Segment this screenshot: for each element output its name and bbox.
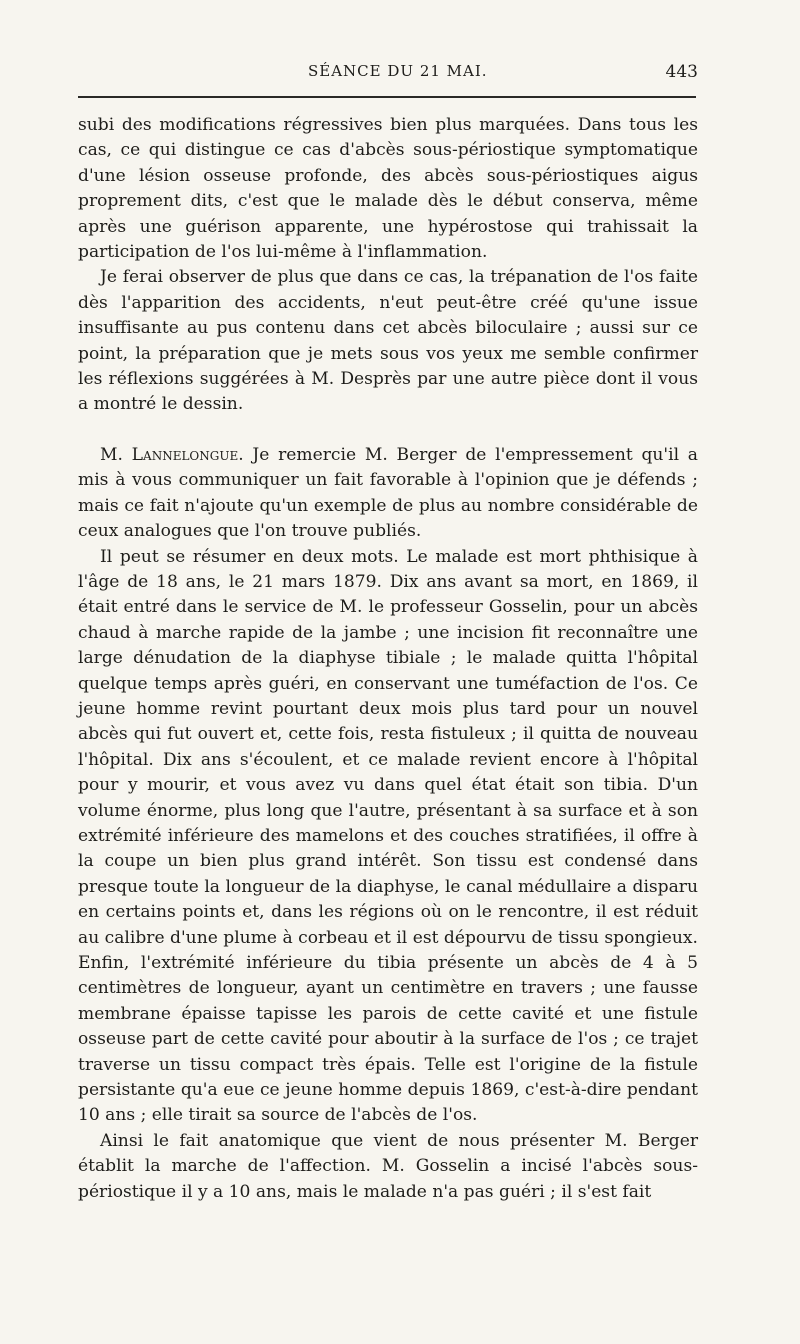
paragraph-3-text: Je remercie M. Berger de l'empressement qu'il a mis à vous communiquer un fait favorable à l'opinion que je défends ; mais ce fait n'ajoute qu'un exemple de plus au nombre considérable de ceux analogues que l'on trouve publiés.	[78, 444, 698, 542]
running-title: SÉANCE DU 21 MAI.	[308, 62, 488, 80]
page-number: 443	[665, 62, 698, 82]
paragraph-2: Je ferai observer de plus que dans ce cas, la trépanation de l'os faite dès l'apparition des accidents, n'eut peut-être créé qu'une issue insuffisante au pus contenu dans cet abcès biloculaire ; aussi sur ce point, la préparation que je mets sous vos yeux me semble confirmer les réflexions suggérées à M. Desprès par une autre pièce dont il vous a montré le dessin.	[78, 267, 698, 415]
speaker-name: M. Lannelongue.	[100, 444, 244, 465]
paragraph-1: subi des modifications régressives bien plus marquées. Dans tous les cas, ce qui distingue ce cas d'abcès sous-périostique symptomatique d'une lésion osseuse profonde, des abcès sous-périostiques aigus proprement dits, c'est que le malade dès le début conserva, même après une guérison apparente, une hypérostose qui trahissait la participation de l'os lui-même à l'inflammation.	[78, 115, 698, 263]
paragraph-5: Ainsi le fait anatomique que vient de nous présenter M. Berger établit la marche de l'affection. M. Gosselin a incisé l'abcès sous-périostique il y a 10 ans, mais le malade n'a pas guéri ; il s'est fait	[78, 1130, 698, 1202]
paragraph-4: Il peut se résumer en deux mots. Le malade est mort phthisique à l'âge de 18 ans, le 21 mars 1879. Dix ans avant sa mort, en 1869, il était entré dans le service de M. le professeur Gosselin, pour un abcès chaud à marche rapide de la jambe ; une incision fit reconnaître une large dénudation de la diaphyse tibiale ; le malade quitta l'hôpital quelque temps après guéri, en conservant une tuméfaction de l'os. Ce jeune homme revint pourtant deux mois plus tard pour un nouvel abcès qui fut ouvert et, cette fois, resta fistuleux ; il quitta de nouveau l'hôpital. Dix ans s'écoulent, et ce malade revient encore à l'hôpital pour y mourir, et vous avez vu dans quel état était son tibia. D'un volume énorme, plus long que l'autre, présentant à sa surface et à son extrémité inférieure des mamelons et des couches stratifiées, il offre à la coupe un bien plus grand intérêt. Son tissu est condensé dans presque toute la longueur de la diaphyse, le canal médullaire a disparu en certains points et, dans les régions où on le rencontre, il est réduit au calibre d'une plume à corbeau et il est dépourvu de tissu spongieux. Enfin, l'extrémité inférieure du tibia présente un abcès de 4 à 5 centimètres de longueur, ayant un centimètre en travers ; une fausse membrane épaisse tapisse les parois de cette cavité et une fistule osseuse part de cette cavité pour aboutir à la surface de l'os ; ce trajet traverse un tissu compact très épais. Telle est l'origine de la fistule persistante qu'a eue ce jeune homme depuis 1869, c'est-à-dire pendant 10 ans ; elle tirait sa source de l'abcès de l'os.	[78, 546, 698, 1126]
body-text	[78, 113, 698, 1205]
page-header	[78, 62, 698, 86]
header-rule	[78, 96, 696, 98]
paragraph-3	[78, 443, 698, 545]
